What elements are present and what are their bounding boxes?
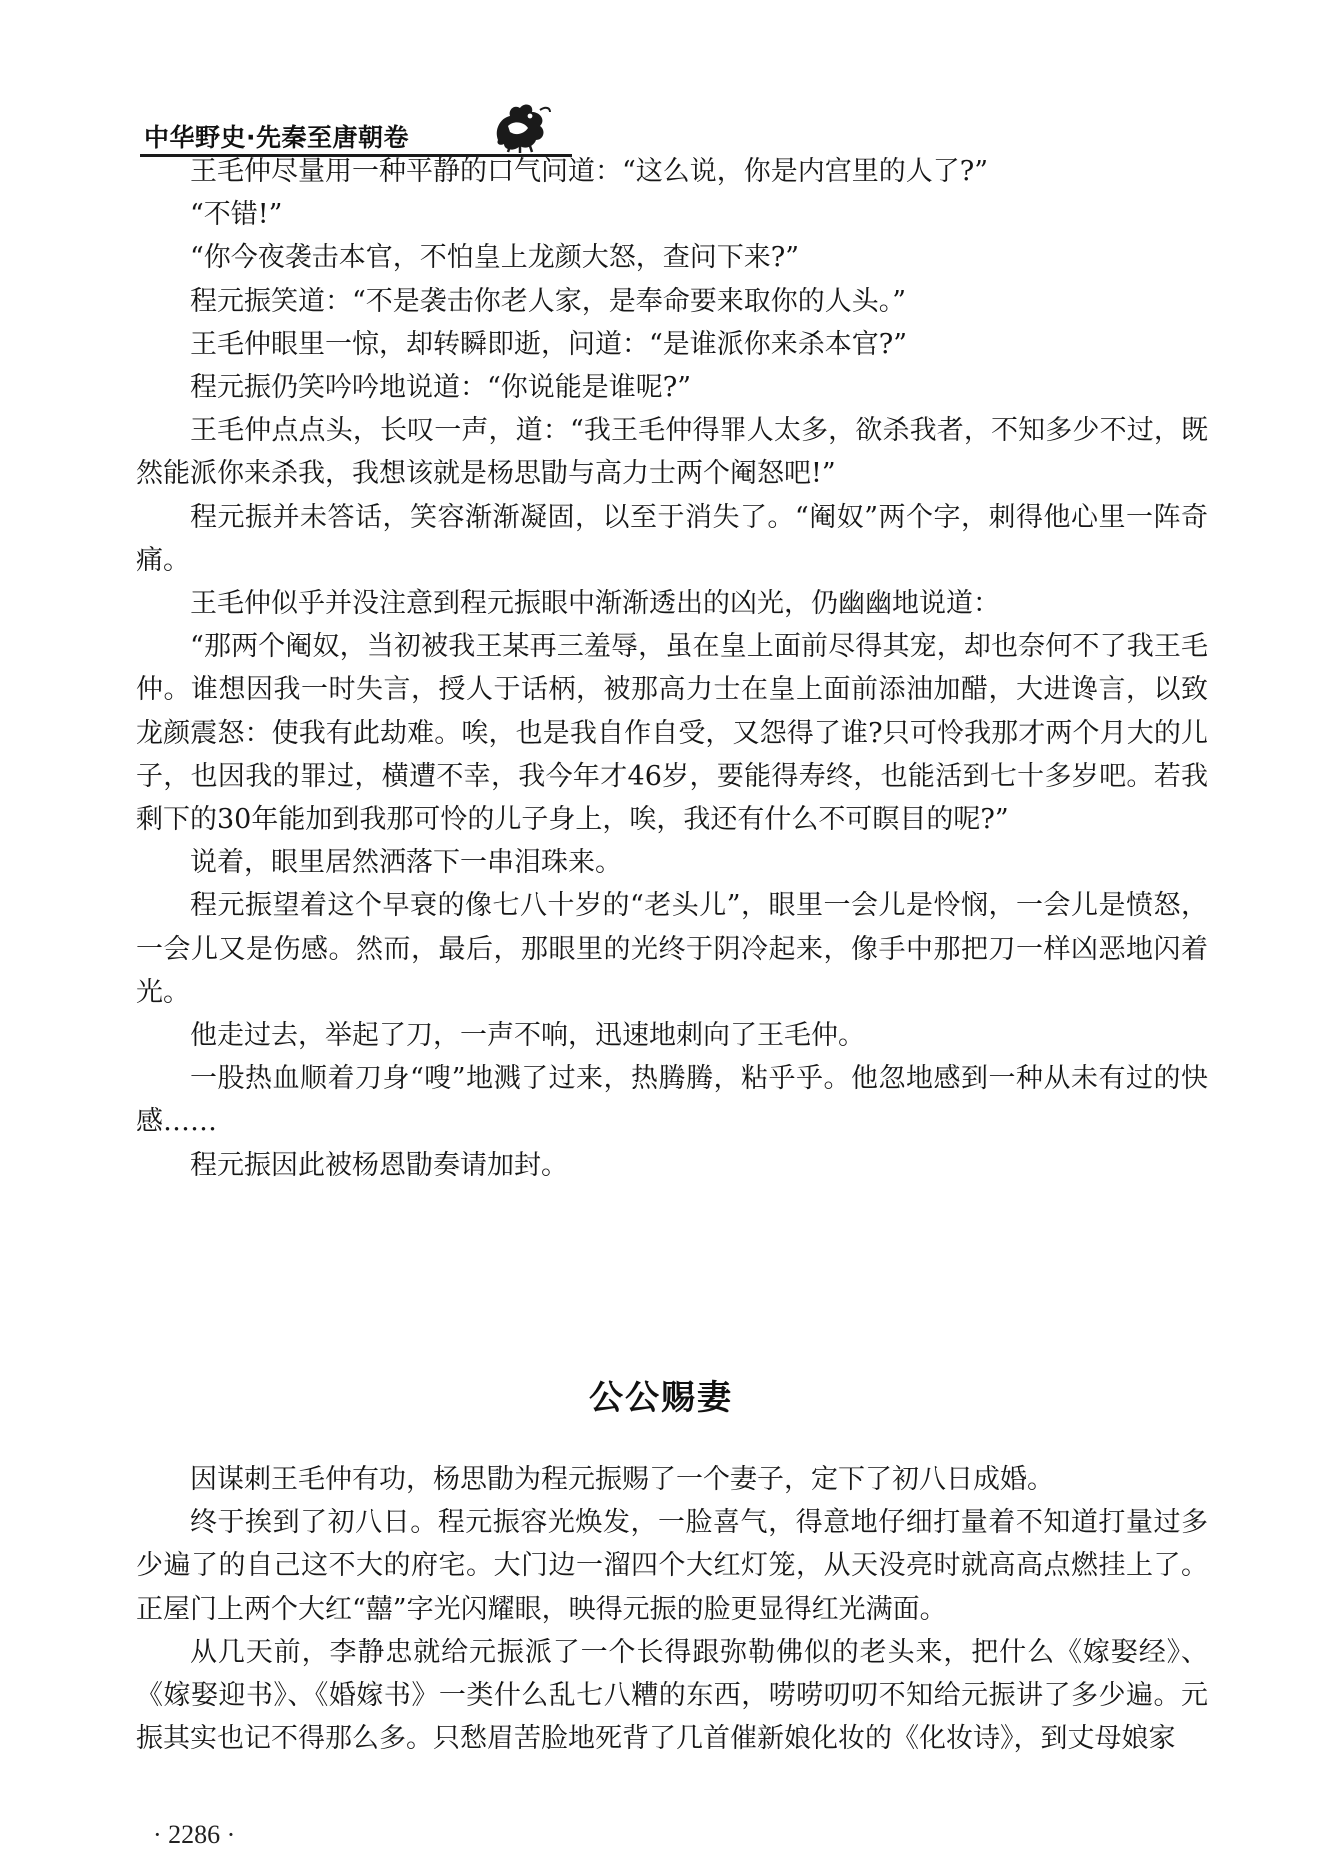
text-section-1 bbox=[136, 150, 1208, 1187]
paragraph: 王毛仲似乎并没注意到程元振眼中渐渐透出的凶光，仍幽幽地说道： bbox=[190, 588, 1000, 620]
paragraph: 因谋刺王毛仲有功，杨思勖为程元振赐了一个妻子，定下了初八日成婚。 bbox=[190, 1464, 1054, 1495]
paragraph: “那两个阉奴，当初被我王某再三羞辱，虽在皇上面前尽得其宠，却也奈何不了我王毛仲。谁想因我一时失言，授人于话柄，被那高力士在皇上面前添油加醋，大进谗言，以致龙颜震怒：使我有此劫难。唉，也是我自作自受，又怨得了谁?只可怜我那才两个月大的儿子，也因我的罪过，横遭不幸，我今年才46岁，要能得寿终，也能活到七十多岁吧。若我剩下的30年能加到我那可怜的儿子身上，唉，我还有什么不可瞑目的呢?” bbox=[136, 631, 1208, 836]
paragraph: 一股热血顺着刀身“嗖”地溅了过来，热腾腾，粘乎乎。他忽地感到一种从未有过的快感…… bbox=[136, 1063, 1208, 1138]
running-header bbox=[140, 106, 568, 152]
paragraph: 说着，眼里居然洒落下一串泪珠来。 bbox=[190, 847, 622, 879]
dragon-emblem-icon bbox=[490, 100, 552, 154]
paragraph: 他走过去，举起了刀，一声不响，迅速地刺向了王毛仲。 bbox=[190, 1020, 865, 1052]
paragraph: “不错!” bbox=[190, 199, 283, 231]
paragraph: 王毛仲尽量用一种平静的口气问道：“这么说，你是内宫里的人了?” bbox=[190, 156, 989, 187]
paragraph: 程元振仍笑吟吟地说道：“你说能是谁呢?” bbox=[190, 372, 692, 404]
paragraph: 程元振并未答话，笑容渐渐凝固，以至于消失了。“阉奴”两个字，刺得他心里一阵奇痛。 bbox=[136, 501, 1208, 576]
paragraph: 程元振笑道：“不是袭击你老人家，是奉命要来取你的人头。” bbox=[190, 285, 907, 317]
paragraph: 终于挨到了初八日。程元振容光焕发，一脸喜气，得意地仔细打量着不知道打量过多少遍了的自己这不大的府宅。大门边一溜四个大红灯笼，从天没亮时就高高点燃挂上了。正屋门上两个大红“囍”字光闪耀眼，映得元振的脸更显得红光满面。 bbox=[136, 1507, 1208, 1625]
chapter-title: 公公赐妻 bbox=[589, 1378, 733, 1418]
text-section-2 bbox=[136, 1458, 1208, 1760]
paragraph: 从几天前，李静忠就给元振派了一个长得跟弥勒佛似的老头来，把什么《嫁娶经》、《嫁娶迎书》、《婚嫁书》一类什么乱七八糟的东西，唠唠叨叨不知给元振讲了多少遍。元振其实也记不得那么多。只愁眉苦脸地死背了几首催新娘化妆的《化妆诗》，到丈母娘家 bbox=[136, 1636, 1208, 1755]
paragraph: 王毛仲眼里一惊，却转瞬即逝，问道：“是谁派你来杀本官?” bbox=[190, 328, 908, 360]
paragraph: 程元振因此被杨恩勖奏请加封。 bbox=[190, 1149, 568, 1181]
page-number: · 2286 · bbox=[153, 1820, 236, 1849]
paragraph: “你今夜袭击本官，不怕皇上龙颜大怒，查问下来?” bbox=[190, 242, 800, 274]
running-header-title: 中华野史·先秦至唐朝卷 bbox=[144, 123, 409, 152]
paragraph: 程元振望着这个早衰的像七八十岁的“老头儿”，眼里一会儿是怜悯，一会儿是愤怒，一会儿又是伤感。然而，最后，那眼里的光终于阴冷起来，像手中那把刀一样凶恶地闪着光。 bbox=[136, 890, 1208, 1008]
paragraph: 王毛仲点点头，长叹一声，道：“我王毛仲得罪人太多，欲杀我者，不知多少不过，既然能派你来杀我，我想该就是杨思勖与高力士两个阉怒吧!” bbox=[136, 415, 1208, 490]
